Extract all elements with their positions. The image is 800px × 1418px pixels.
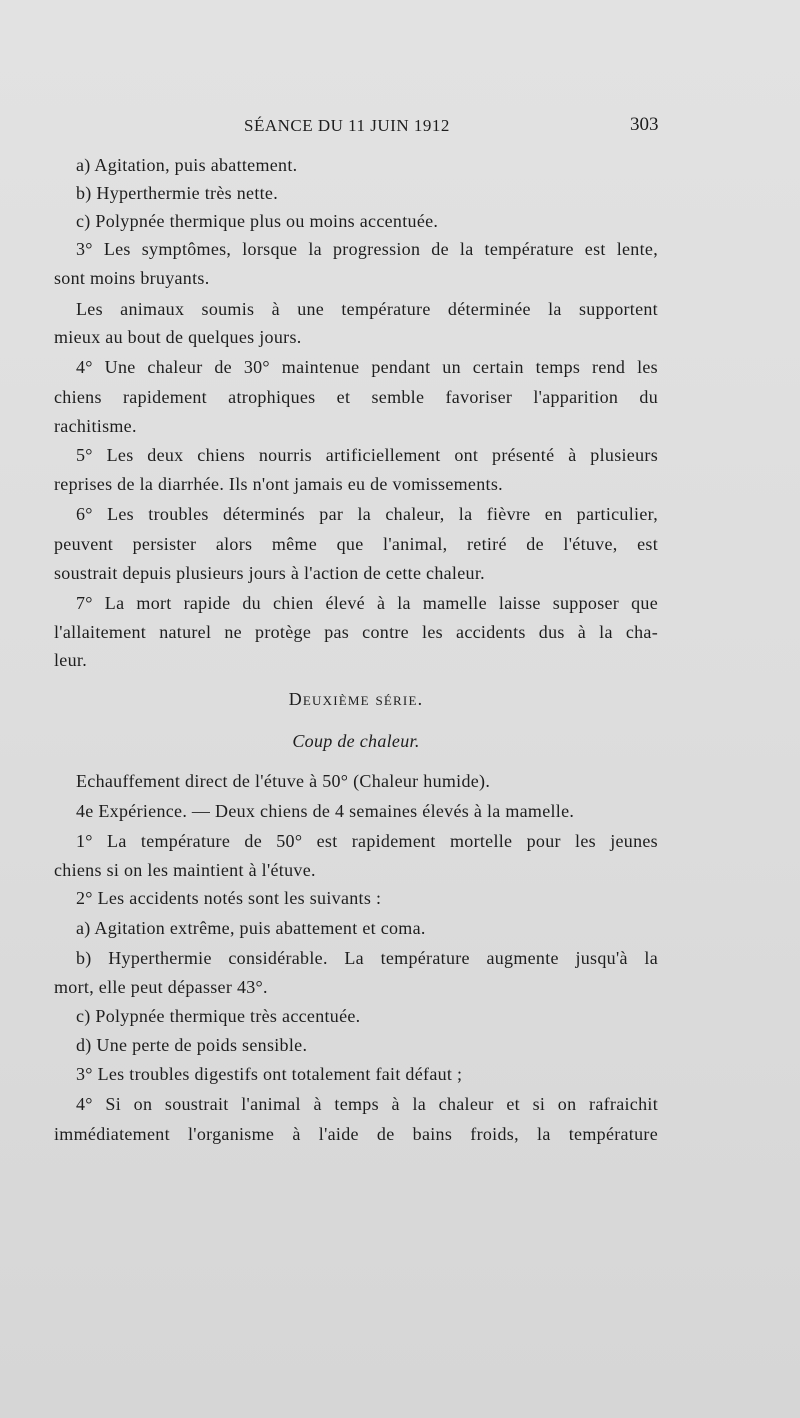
text-line: reprises de la diarrhée. Ils n'ont jamais eu de vomissements. [54,474,503,494]
text-line: immédiatement l'organisme à l'aide de bains froids, la température [54,1124,658,1144]
text-line: chiens si on les maintient à l'étuve. [54,860,316,880]
text-line: a) Agitation, puis abattement. [76,155,298,175]
experience-heading: 4e Expérience. — Deux chiens de 4 semaines élevés à la mamelle. [76,801,575,821]
text-line: chiens rapidement atrophiques et semble favoriser l'apparition du [54,387,658,407]
text-line: 1° La température de 50° est rapidement mortelle pour les jeunes [76,831,658,851]
text-line: Les animaux soumis à une température déterminée la supportent [76,299,658,319]
section-heading: Deuxième série. [288,689,424,709]
text-line: 7° La mort rapide du chien élevé à la mamelle laisse supposer que [76,593,658,613]
text-line: 5° Les deux chiens nourris artificiellement ont présenté à plusieurs [76,445,658,465]
body-text [54,0,658,1418]
text-line: leur. [54,650,87,670]
text-line: sont moins bruyants. [54,268,210,288]
text-line: 6° Les troubles déterminés par la chaleur, la fièvre en particulier, [76,504,658,524]
text-line: mieux au bout de quelques jours. [54,327,302,347]
section-subheading [54,729,658,753]
text-line: 4° Si on soustrait l'animal à temps à la chaleur et si on rafraichit [76,1094,658,1114]
text-line: d) Une perte de poids sensible. [76,1035,308,1055]
text-line: soustrait depuis plusieurs jours à l'action de cette chaleur. [54,563,485,583]
text-line: 3° Les troubles digestifs ont totalement fait défaut ; [76,1064,463,1084]
text-line: l'allaitement naturel ne protège pas contre les accidents dus à la cha- [54,622,658,642]
text-line: 2° Les accidents notés sont les suivants : [76,888,382,908]
text-line: b) Hyperthermie considérable. La température augmente jusqu'à la [76,948,658,968]
text-line: c) Polypnée thermique très accentuée. [76,1006,361,1026]
text-line: mort, elle peut dépasser 43°. [54,977,268,997]
running-head: SÉANCE DU 11 JUIN 1912 [244,116,450,135]
text-line: 3° Les symptômes, lorsque la progression de la température est lente, [76,239,658,259]
text-line: Echauffement direct de l'étuve à 50° (Chaleur humide). [76,771,491,791]
text-line: c) Polypnée thermique plus ou moins accentuée. [76,211,439,231]
text-line: a) Agitation extrême, puis abattement et coma. [76,918,426,938]
text-line: rachitisme. [54,416,137,436]
page-number: 303 [630,114,659,135]
text-line: peuvent persister alors même que l'animal, retiré de l'étuve, est [54,534,658,554]
text-line: 4° Une chaleur de 30° maintenue pendant un certain temps rend les [76,357,658,377]
subheading-text: Coup de chaleur. [292,731,420,751]
text-line: b) Hyperthermie très nette. [76,183,279,203]
